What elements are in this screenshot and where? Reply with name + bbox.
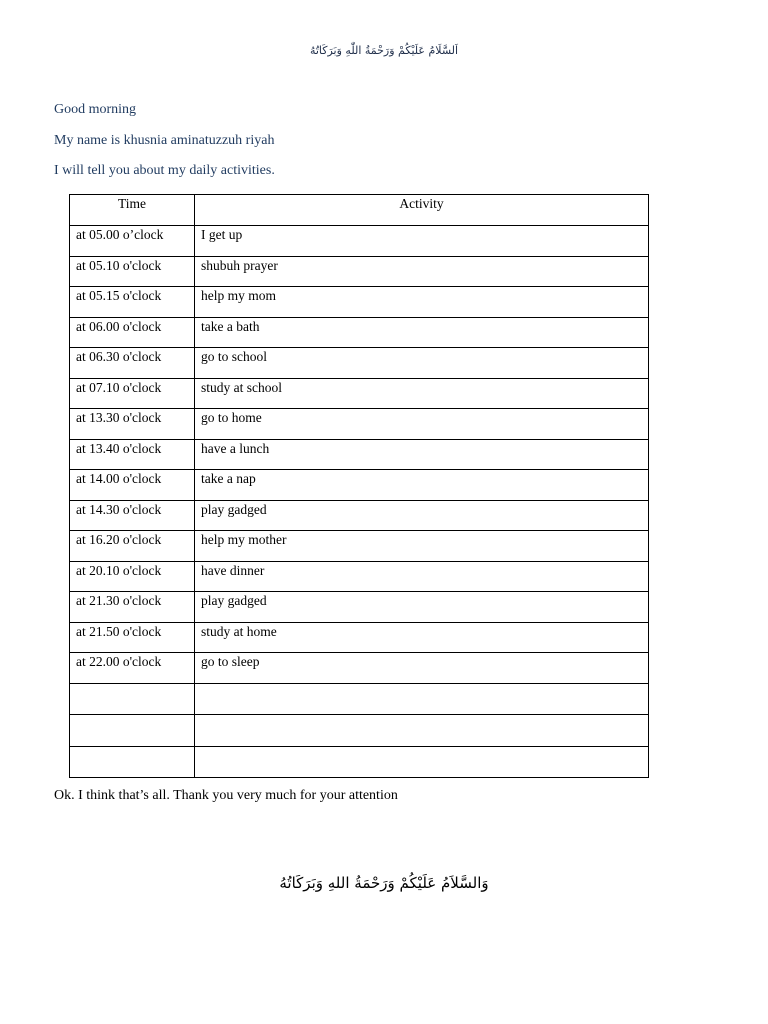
activity-cell: play gadged bbox=[195, 500, 649, 531]
time-cell: at 13.30 o'clock bbox=[70, 409, 195, 440]
activity-cell: go to home bbox=[195, 409, 649, 440]
daily-activities-table bbox=[69, 194, 649, 778]
activity-cell: take a nap bbox=[195, 470, 649, 501]
time-cell: at 05.15 o'clock bbox=[70, 287, 195, 318]
time-cell: at 05.00 o’clock bbox=[70, 226, 195, 257]
time-cell: at 14.30 o'clock bbox=[70, 500, 195, 531]
table-header-row bbox=[70, 195, 649, 226]
empty-cell bbox=[70, 746, 195, 778]
empty-table-row bbox=[70, 683, 649, 715]
activity-cell: help my mom bbox=[195, 287, 649, 318]
time-cell: at 06.30 o'clock bbox=[70, 348, 195, 379]
empty-table-row bbox=[70, 746, 649, 778]
table-row bbox=[70, 287, 649, 318]
time-column-header: Time bbox=[70, 195, 195, 226]
closing-line: Ok. I think that’s all. Thank you very much for your attention bbox=[54, 788, 398, 803]
activity-cell: study at home bbox=[195, 622, 649, 653]
time-cell: at 07.10 o'clock bbox=[70, 378, 195, 409]
table-row bbox=[70, 348, 649, 379]
empty-cell bbox=[195, 715, 649, 747]
empty-cell bbox=[70, 715, 195, 747]
activity-cell: have a lunch bbox=[195, 439, 649, 470]
empty-table-row bbox=[70, 715, 649, 747]
time-cell: at 16.20 o'clock bbox=[70, 531, 195, 562]
time-cell: at 14.00 o'clock bbox=[70, 470, 195, 501]
empty-cell bbox=[195, 683, 649, 715]
name-line: My name is khusnia aminatuzzuh riyah bbox=[54, 133, 275, 148]
empty-cell bbox=[195, 746, 649, 778]
table-row bbox=[70, 439, 649, 470]
time-cell: at 21.30 o'clock bbox=[70, 592, 195, 623]
table-row bbox=[70, 592, 649, 623]
table-row bbox=[70, 317, 649, 348]
activity-cell: study at school bbox=[195, 378, 649, 409]
time-cell: at 13.40 o'clock bbox=[70, 439, 195, 470]
activity-cell: go to sleep bbox=[195, 653, 649, 684]
time-cell: at 22.00 o'clock bbox=[70, 653, 195, 684]
time-cell: at 06.00 o'clock bbox=[70, 317, 195, 348]
table-row bbox=[70, 653, 649, 684]
table-row bbox=[70, 561, 649, 592]
table-row bbox=[70, 622, 649, 653]
activity-cell: play gadged bbox=[195, 592, 649, 623]
empty-cell bbox=[70, 683, 195, 715]
time-cell: at 20.10 o'clock bbox=[70, 561, 195, 592]
greeting-line: Good morning bbox=[54, 102, 137, 117]
activity-cell: take a bath bbox=[195, 317, 649, 348]
table-row bbox=[70, 409, 649, 440]
time-cell: at 21.50 o'clock bbox=[70, 622, 195, 653]
table-row bbox=[70, 226, 649, 257]
activity-cell: help my mother bbox=[195, 531, 649, 562]
table-row bbox=[70, 378, 649, 409]
activity-cell: go to school bbox=[195, 348, 649, 379]
table-row bbox=[70, 256, 649, 287]
activity-cell: I get up bbox=[195, 226, 649, 257]
activity-column-header: Activity bbox=[195, 195, 649, 226]
time-cell: at 05.10 o'clock bbox=[70, 256, 195, 287]
arabic-greeting: اَلسَّلَامُ عَلَيْكُمْ وَرَحْمَةُ اللّٰهِ وَبَرَكَاتُهُ bbox=[309, 44, 459, 57]
table-row bbox=[70, 531, 649, 562]
intro-line: I will tell you about my daily activities. bbox=[54, 163, 275, 178]
table-row bbox=[70, 500, 649, 531]
arabic-farewell: وَالسَّلاَمُ عَلَيْكُمْ وَرَحْمَةُ اللهِ وَبَرَكَاتُهُ bbox=[279, 874, 489, 892]
activity-cell: shubuh prayer bbox=[195, 256, 649, 287]
activity-cell: have dinner bbox=[195, 561, 649, 592]
table-row bbox=[70, 470, 649, 501]
